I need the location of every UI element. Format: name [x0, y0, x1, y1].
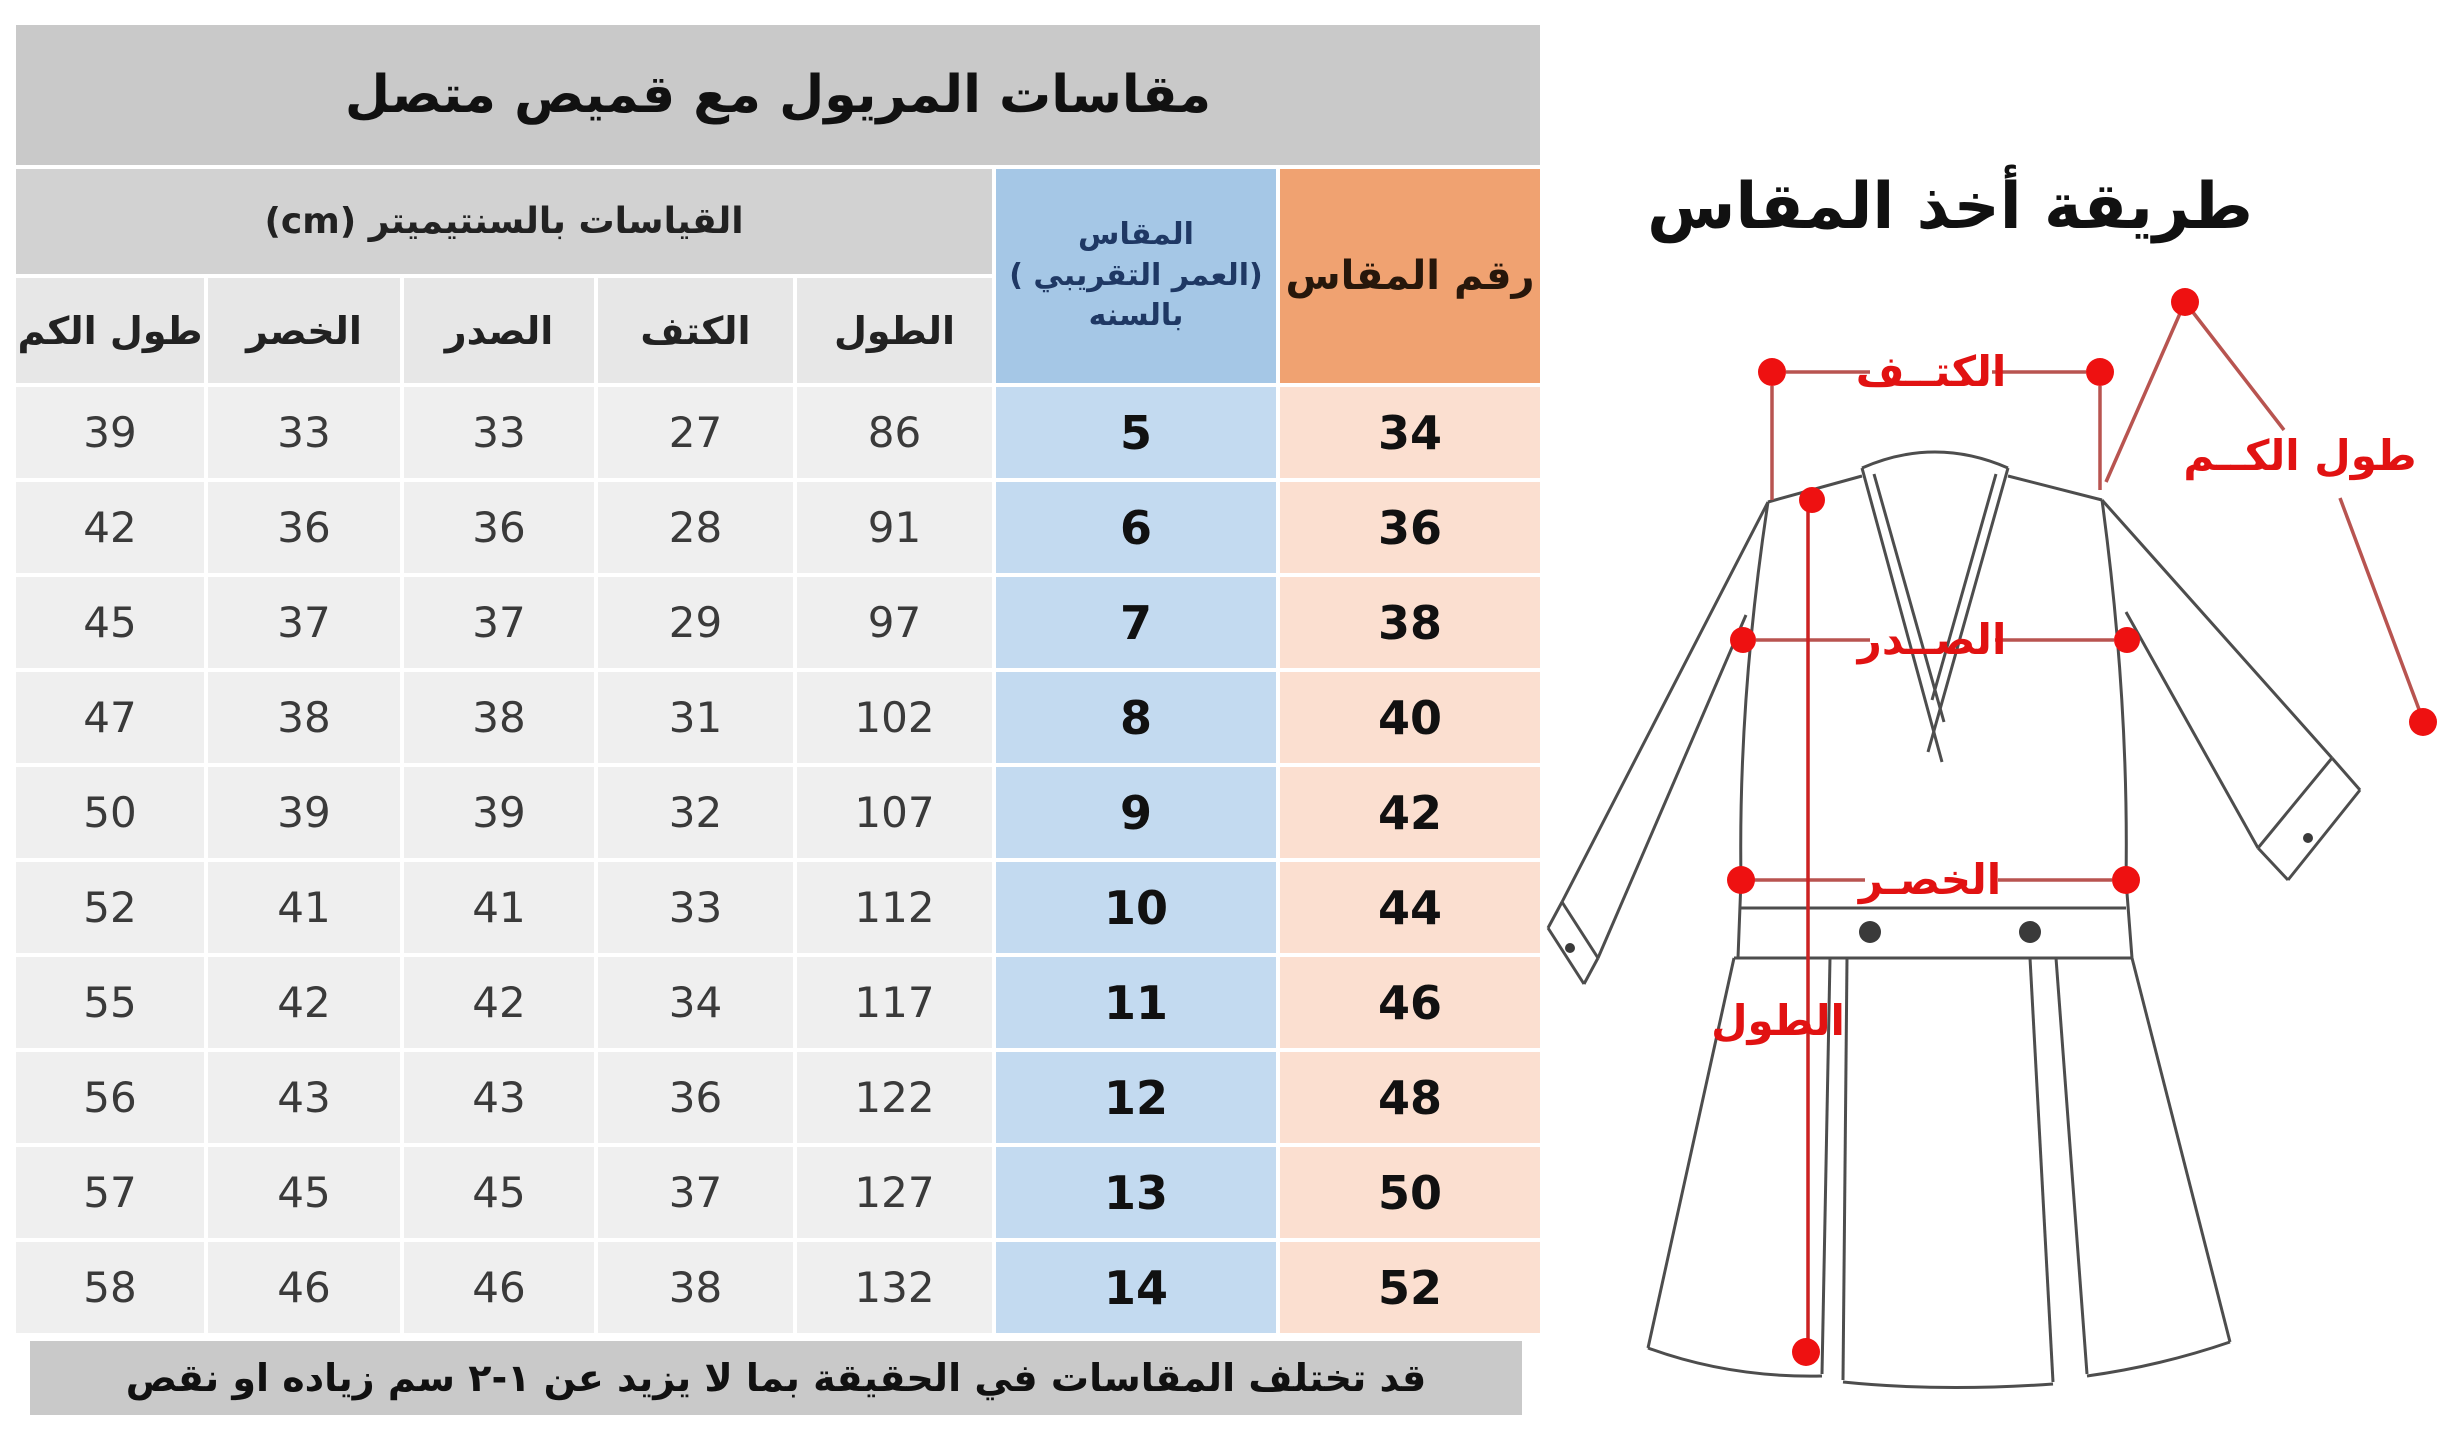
- shoulder-cell: 36: [598, 1052, 793, 1143]
- length-measure-dot: [1799, 487, 1825, 513]
- shoulder-cell: 37: [598, 1147, 793, 1238]
- chest-cell: 46: [404, 1242, 594, 1333]
- age-cell: 12: [996, 1052, 1276, 1143]
- waist-cell: 33: [208, 387, 400, 478]
- diagram-title: طريقة أخذ المقاس: [1647, 170, 2253, 244]
- age-cell: 8: [996, 672, 1276, 763]
- age-cell: 13: [996, 1147, 1276, 1238]
- length-cell: 132: [797, 1242, 992, 1333]
- waist-measure-dot: [1727, 866, 1755, 894]
- shoulder-cell: 38: [598, 1242, 793, 1333]
- length-label: الطول: [1711, 996, 1845, 1045]
- sleeve-cell: 47: [16, 672, 204, 763]
- chest-cell: 33: [404, 387, 594, 478]
- shoulder-cell: 27: [598, 387, 793, 478]
- column-group-header-cm: القياسات بالسنتيميتر (cm): [16, 169, 992, 274]
- length-cell: 97: [797, 577, 992, 668]
- shoulder-cell: 33: [598, 862, 793, 953]
- shoulder-cell: 28: [598, 482, 793, 573]
- age-cell: 14: [996, 1242, 1276, 1333]
- sleeve-cell: 42: [16, 482, 204, 573]
- sleeve-label: طول الكــم: [2183, 431, 2417, 480]
- length-cell: 127: [797, 1147, 992, 1238]
- length-cell: 102: [797, 672, 992, 763]
- size-number-cell: 34: [1280, 387, 1540, 478]
- age-header-line1: المقاس: [1078, 217, 1194, 253]
- length-cell: 107: [797, 767, 992, 858]
- column-header-size-age: [996, 169, 1276, 383]
- sleeve-cell: 57: [16, 1147, 204, 1238]
- shoulder-cell: 32: [598, 767, 793, 858]
- waist-cell: 45: [208, 1147, 400, 1238]
- chest-cell: 45: [404, 1147, 594, 1238]
- chest-label: الصــدر: [1857, 615, 2007, 664]
- sleeve-measure-dot: [2409, 708, 2437, 736]
- length-cell: 86: [797, 387, 992, 478]
- table-title: مقاسات المريول مع قميص متصل: [16, 25, 1540, 165]
- age-cell: 9: [996, 767, 1276, 858]
- right-cuff-button: [2303, 833, 2313, 843]
- shoulder-cell: 31: [598, 672, 793, 763]
- sleeve-cell: 55: [16, 957, 204, 1048]
- chest-cell: 38: [404, 672, 594, 763]
- waist-cell: 36: [208, 482, 400, 573]
- sleeve-cell: 45: [16, 577, 204, 668]
- waist-cell: 39: [208, 767, 400, 858]
- age-cell: 10: [996, 862, 1276, 953]
- waist-cell: 42: [208, 957, 400, 1048]
- shoulder-label: الكتــف: [1855, 347, 2007, 396]
- belt-button: [1859, 921, 1881, 943]
- chest-measure-annotation: [1730, 615, 2140, 664]
- length-measure-dot: [1792, 1338, 1820, 1366]
- chest-cell: 41: [404, 862, 594, 953]
- waist-label: الخصـر: [1858, 855, 2002, 904]
- waist-cell: 46: [208, 1242, 400, 1333]
- size-number-cell: 36: [1280, 482, 1540, 573]
- size-number-cell: 50: [1280, 1147, 1540, 1238]
- waist-cell: 38: [208, 672, 400, 763]
- shoulder-measure-dot: [1758, 358, 1786, 386]
- shoulder-measure-annotation: [1758, 347, 2114, 500]
- chest-cell: 43: [404, 1052, 594, 1143]
- waist-measure-annotation: [1727, 855, 2140, 905]
- chest-cell: 42: [404, 957, 594, 1048]
- sleeve-cell: 52: [16, 862, 204, 953]
- size-number-cell: 42: [1280, 767, 1540, 858]
- shoulder-cell: 29: [598, 577, 793, 668]
- column-header-shoulder: الكتف: [598, 278, 793, 383]
- size-number-cell: 40: [1280, 672, 1540, 763]
- tolerance-footnote: قد تختلف المقاسات في الحقيقة بما لا يزيد عن ١-٢ سم زياده او نقص: [30, 1341, 1522, 1415]
- waist-cell: 37: [208, 577, 400, 668]
- shoulder-cell: 34: [598, 957, 793, 1048]
- size-number-cell: 44: [1280, 862, 1540, 953]
- sleeve-cell: 39: [16, 387, 204, 478]
- age-cell: 11: [996, 957, 1276, 1048]
- sleeve-measure-annotation: [2106, 288, 2437, 736]
- waist-cell: 43: [208, 1052, 400, 1143]
- chest-measure-dot: [1730, 627, 1756, 653]
- measurement-diagram: [1540, 0, 2445, 1440]
- length-cell: 117: [797, 957, 992, 1048]
- sleeve-measure-dot: [2171, 288, 2199, 316]
- chest-cell: 37: [404, 577, 594, 668]
- age-cell: 5: [996, 387, 1276, 478]
- sleeve-cell: 56: [16, 1052, 204, 1143]
- length-cell: 112: [797, 862, 992, 953]
- sleeve-cell: 50: [16, 767, 204, 858]
- column-header-length: الطول: [797, 278, 992, 383]
- column-header-waist: الخصر: [208, 278, 400, 383]
- column-header-chest: الصدر: [404, 278, 594, 383]
- chest-measure-dot: [2114, 627, 2140, 653]
- chest-cell: 39: [404, 767, 594, 858]
- size-number-cell: 52: [1280, 1242, 1540, 1333]
- waist-measure-dot: [2112, 866, 2140, 894]
- length-cell: 91: [797, 482, 992, 573]
- waist-cell: 41: [208, 862, 400, 953]
- size-table: [17, 25, 1540, 1333]
- left-cuff-button: [1565, 943, 1575, 953]
- column-header-sleeve: طول الكم: [16, 278, 204, 383]
- dress-outline: [1548, 452, 2360, 1388]
- size-number-cell: 46: [1280, 957, 1540, 1048]
- age-cell: 7: [996, 577, 1276, 668]
- size-number-cell: 38: [1280, 577, 1540, 668]
- chest-cell: 36: [404, 482, 594, 573]
- length-cell: 122: [797, 1052, 992, 1143]
- column-header-size-number: رقم المقاس: [1280, 169, 1540, 383]
- shoulder-measure-dot: [2086, 358, 2114, 386]
- size-number-cell: 48: [1280, 1052, 1540, 1143]
- age-cell: 6: [996, 482, 1276, 573]
- age-header-line3: بالسنه: [1088, 298, 1184, 334]
- age-header-line2: (العمر التقريبي ): [1009, 257, 1263, 293]
- sleeve-cell: 58: [16, 1242, 204, 1333]
- belt-button: [2019, 921, 2041, 943]
